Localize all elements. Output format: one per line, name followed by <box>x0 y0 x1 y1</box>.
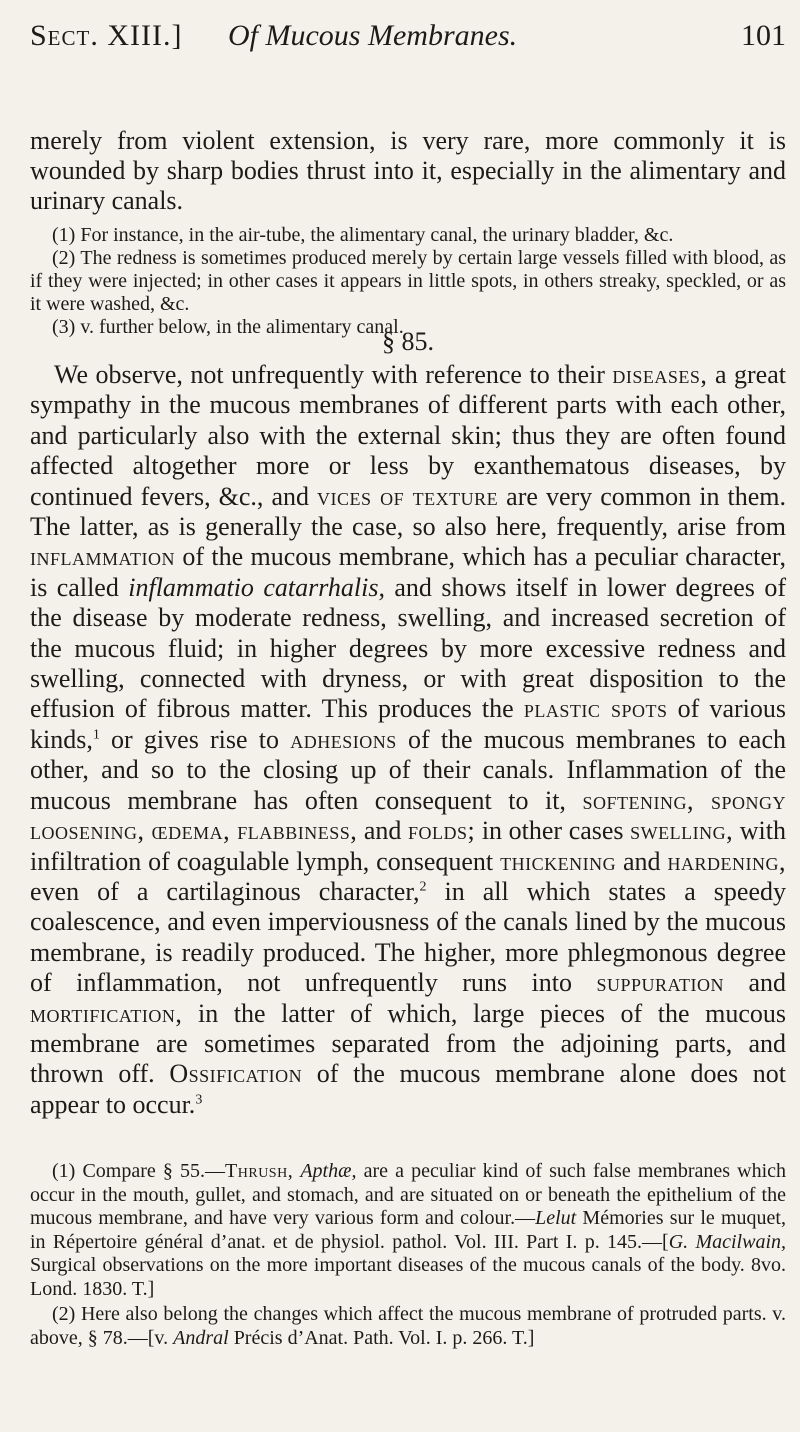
small-caps-term: Ossification <box>169 1059 303 1089</box>
footnote-1: (1) For instance, in the air-tube, the alimentary canal, the urinary bladder, &c. <box>52 224 674 246</box>
author-name: G. Macilwain, <box>668 1230 786 1253</box>
author-name: Lelut <box>535 1207 577 1229</box>
footnote-ref: 3 <box>195 1092 203 1108</box>
text-run: We observe, not unfrequently with reference to their <box>54 360 613 389</box>
text-run: and <box>616 846 668 876</box>
small-caps-term: Thrush, <box>225 1160 294 1182</box>
book-page <box>30 0 786 1432</box>
text-run: are a peculiar kind of such false membranes which occur in the mouth, gullet, and stomach, and are situated on or beneath the epithelium of the mucous membrane, and have very various form and colour.— <box>30 1160 787 1229</box>
bottom-footnotes <box>30 1160 786 1352</box>
text-run: Précis d’Anat. Path. Vol. I. p. 266. T.] <box>228 1326 535 1349</box>
text-run: (2) Here also belong the changes which affect the mucous membrane of protruded parts. v. above, § 78.—[v. <box>30 1303 786 1349</box>
small-caps-term: mortification, <box>30 998 183 1028</box>
text-run: Surgical observations on the more important diseases of the mucous canals of the body. 8vo. Lond. 1830. T.] <box>30 1254 786 1300</box>
text-run: even of a cartilaginous character, <box>30 876 420 906</box>
continued-paragraph: merely from violent extension, is very rare, more commonly it is wounded by sharp bodies thrust into it, especially in the alimentary and urinary canals. <box>30 126 786 215</box>
text-run: with infiltration of coagulable lymph, consequent <box>30 816 786 876</box>
text-run: are very common in them. The latter, as is generally the case, so also here, frequently, arise from <box>30 481 786 542</box>
text-run: Mémories sur le muquet, in Répertoire général d’anat. et de physiol. pathol. Vol. III. Part I. p. 145.—[ <box>30 1207 786 1253</box>
italic-term: Apthæ, <box>300 1160 357 1182</box>
section-heading: § 85. <box>382 327 434 356</box>
main-paragraph <box>30 360 786 1120</box>
text-run: in all which states a speedy coalescence, and even imperviousness of the canals lined by the mucous membrane, is readily produced. The higher, more phlegmonous degree of inflammation, not unfrequently runs into <box>30 876 786 998</box>
small-caps-term: hardening, <box>667 846 787 876</box>
text-run: and shows itself in lower degrees of the disease by moderate redness, swelling, and increased secretion of the mucous fluid; in higher degrees by more excessive redness and swelling, connected with dryness, or with great disposition to the effusion of fibrous matter. This produces the <box>30 572 786 724</box>
small-caps-term: adhesions <box>290 724 397 754</box>
chapter-title: Of Mucous Membranes. <box>228 19 518 52</box>
small-caps-term: swelling, <box>630 816 734 846</box>
footnote-ref: 1 <box>92 727 100 743</box>
small-caps-term: folds; <box>407 816 476 846</box>
small-caps-term: softening, spongy loosening, œdema, flabbiness, <box>30 785 786 846</box>
top-footnotes <box>30 224 786 339</box>
text-run: of the mucous membranes to each other, and so to the closing up of their canals. Inflammation of the mucous membrane has often consequent to it, <box>30 724 786 815</box>
text-run: in other cases <box>475 816 631 846</box>
small-caps-term: suppuration <box>596 968 724 998</box>
footnote-3: (3) v. further below, in the alimentary canal. <box>52 316 404 338</box>
footnote-1 <box>30 1160 786 1301</box>
author-name: Andral <box>173 1326 229 1349</box>
italic-term: inflammatio catarrhalis, <box>128 572 385 602</box>
text-run: or gives rise to <box>99 724 291 754</box>
small-caps-term: plastic spots <box>523 694 668 724</box>
small-caps-term: thickening <box>500 846 617 876</box>
text-run: of the mucous membrane alone does not appear to occur. <box>30 1059 786 1119</box>
text-run: of various kinds, <box>30 694 786 754</box>
text-run: a great sympathy in the mucous membranes of different parts with each other, and particularly also with the external skin; thus they are often found affected altogether more or less by exanthematous diseases, by continued fevers, &c., and <box>30 360 786 511</box>
text-run: in the latter of which, large pieces of the mucous membrane are sometimes separated from the adjoining parts, and thrown off. <box>30 998 786 1089</box>
small-caps-term: vices of texture <box>317 481 499 511</box>
small-caps-term: inflammation <box>30 542 175 572</box>
text-run: of the mucous membrane, which has a peculiar character, is called <box>30 542 786 602</box>
small-caps-term: diseases, <box>612 360 708 389</box>
footnote-2 <box>30 1303 786 1350</box>
text-run: and <box>723 968 786 998</box>
text-run: (1) Compare § 55.— <box>52 1160 226 1182</box>
section-number: Sect. XIII.] <box>30 19 183 52</box>
text-run: and <box>357 816 408 846</box>
footnote-ref: 2 <box>419 879 427 895</box>
page-number: 101 <box>741 19 786 52</box>
footnote-2: (2) The redness is sometimes produced merely by certain large vessels filled with blood, as if they were injected; in other cases it appears in little spots, in others streaky, speckled, or as it were washed, &c. <box>30 247 786 315</box>
running-head <box>30 16 786 56</box>
